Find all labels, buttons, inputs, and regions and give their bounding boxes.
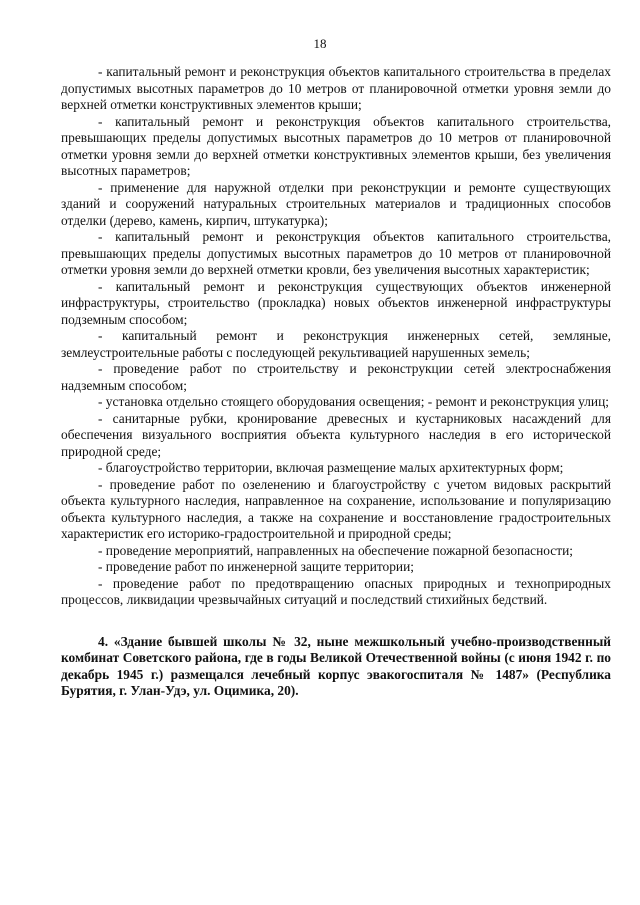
list-item: - капитальный ремонт и реконструкция объектов капитального строительства в пределах допустимых высотных параметров до 10 метров от планировочной отметки уровня земли до верхней отметки конструктивных элементов крыши; (61, 64, 611, 112)
list-item: - капитальный ремонт и реконструкция существующих объектов инженерной инфраструктуры, строительство (прокладка) новых объектов инженерной инфраструктуры подземным способом; (61, 278, 611, 327)
list-item: - проведение работ по инженерной защите территории; (98, 559, 414, 574)
page-content (61, 64, 611, 700)
list-item: - применение для наружной отделки при реконструкции и ремонте существующих зданий и сооружений натуральных строительных материалов и традиционных способов отделки (дерево, камень, кирпич, штукатурка); (61, 179, 611, 228)
list-item: - проведение работ по предотвращению опасных природных и техноприродных процессов, ликвидации чрезвычайных ситуаций и последствий стихийных бедствий. (61, 575, 611, 607)
list-item: - капитальный ремонт и реконструкция инженерных сетей, земляные, землеустроительные работы с последующей рекультивацией нарушенных земель; (61, 328, 611, 360)
section-heading: 4. «Здание бывшей школы № 32, ныне межшкольный учебно-производственный комбинат Советского района, где в годы Великой Отечественной войны (с июня 1942 г. по декабрь 1945 г.) размещался лечебный корпус эвакогоспиталя № 1487» (Республика Бурятия, г. Улан-Удэ, ул. Оцимика, 20). (61, 633, 611, 698)
list-item: - установка отдельно стоящего оборудования освещения; - ремонт и реконструкция улиц; (98, 394, 609, 409)
list-item: - капитальный ремонт и реконструкция объектов капитального строительства, превышающих пределы допустимых высотных параметров до 10 метров от планировочной отметки уровня земли до верхней отметки кровли, без увеличения высотных характеристик; (61, 229, 611, 277)
list-item: - проведение работ по строительству и реконструкции сетей электроснабжения надземным способом; (61, 361, 611, 393)
list-item: - капитальный ремонт и реконструкция объектов капитального строительства, превышающих пределы допустимых высотных параметров до 10 метров от планировочной отметки уровня земли до верхней отметки конструктивных элементов крыши, без увеличения высотных параметров; (61, 113, 611, 178)
list-item: - санитарные рубки, кронирование древесных и кустарниковых насаждений для обеспечения визуального восприятия объекта культурного наследия в его исторической природной среде; (61, 410, 611, 459)
list-item: - благоустройство территории, включая размещение малых архитектурных форм; (98, 460, 564, 475)
list-item: - проведение работ по озеленению и благоустройству с учетом видовых раскрытий объекта культурного наследия, направленное на сохранение, использование и популяризацию объекта культурного наследия, а также на сохранение и восстановление градостроительных характеристик его историко-градостроительной и природной среды; (61, 476, 611, 541)
page-number: 18 (313, 36, 327, 51)
list-item: - проведение мероприятий, направленных на обеспечение пожарной безопасности; (98, 542, 573, 558)
